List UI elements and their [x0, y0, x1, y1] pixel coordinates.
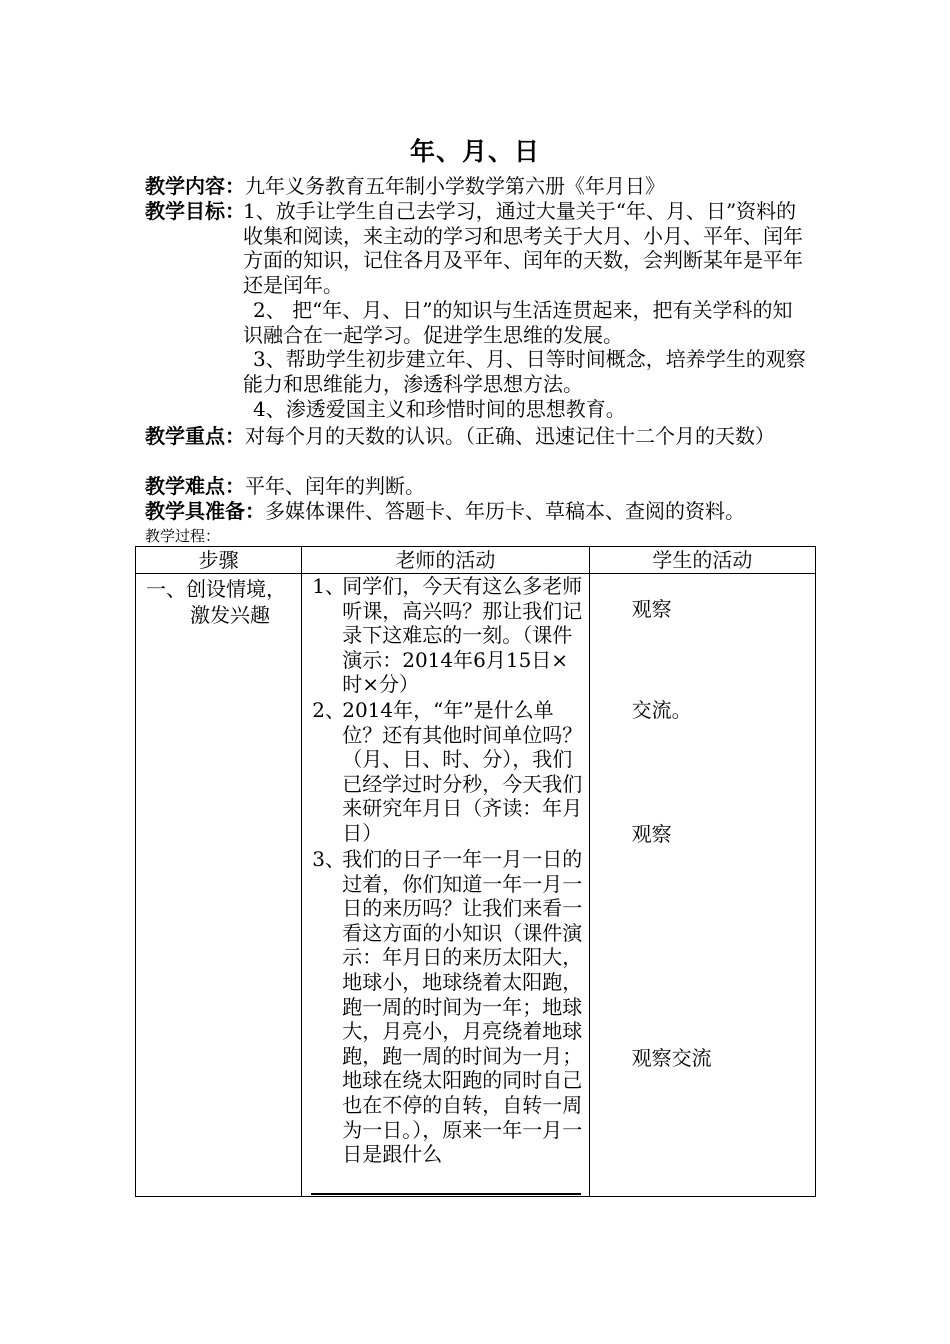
teacher-activity-number: 1、 [312, 574, 345, 598]
key-point-value: 对每个月的天数的认识。（正确、迅速记住十二个月的天数） [245, 424, 775, 448]
key-point [145, 424, 815, 449]
header-step: 步骤 [136, 547, 302, 574]
step-title [146, 576, 296, 628]
process-label: 教学过程： [145, 527, 221, 545]
goal-item-3: 3、帮助学生初步建立年、月、日等时间概念，培养学生的观察能力和思维能力，渗透科学思想方法。 [243, 347, 806, 396]
difficulty-value: 平年、闰年的判断。 [245, 474, 425, 498]
materials-label: 教学具准备： [145, 499, 265, 523]
teacher-cell [302, 574, 589, 1197]
table-row [136, 574, 816, 1197]
materials-value: 多媒体课件、答题卡、年历卡、草稿本、查阅的资料。 [265, 499, 745, 523]
teacher-activity-text: 2014年，“年”是什么单位？还有其他时间单位吗？（月、日、时、分），我们已经学过时分秒，今天我们来研究年月日（齐读：年月日） [342, 698, 583, 845]
student-cell [589, 574, 815, 1197]
teacher-activity-number: 3、 [312, 847, 345, 871]
goal-item-2: 2、 把“年、月、日”的知识与生活连贯起来，把有关学科的知识融合在一起学习。促进学生思维的发展。 [243, 298, 793, 347]
key-point-label: 教学重点： [145, 424, 245, 448]
step-cell [136, 574, 302, 1197]
page-break-rule [311, 1193, 581, 1195]
teaching-content-value: 九年义务教育五年制小学数学第六册《年月日》 [245, 174, 665, 198]
difficulty [145, 474, 815, 499]
goal-item-1: 1、放手让学生自己去学习，通过大量关于“年、月、日”资料的收集和阅读，来主动的学习和思考关于大月、小月、平年、闰年方面的知识，记住各月及平年、闰年的天数，会判断某年是平年还是闰年。 [243, 199, 803, 297]
header-student: 学生的活动 [589, 547, 815, 574]
teacher-activity-3 [312, 847, 582, 1167]
header-teacher: 老师的活动 [302, 547, 589, 574]
teacher-activity-text: 同学们，今天有这么多老师听课，高兴吗？那让我们记录下这难忘的一刻。（课件演示：2014年6月15日×时×分） [342, 574, 583, 697]
document-title: 年、月、日 [409, 137, 540, 166]
teacher-activity-text: 我们的日子一年一月一日的过着，你们知道一年一月一日的来历吗？让我们来看一看这方面的小知识（课件演示：年月日的来历太阳大，地球小，地球绕着太阳跑，跑一周的时间为一年；地球大，月亮小，月亮绕着地球跑，跑一周的时间为一月；地球在绕太阳跑的同时自己也在不停的自转，自转一周为一日。），原来一年一月一日是跟什么 [342, 847, 583, 1167]
process-table [135, 546, 816, 1197]
student-activity-1: 观察 [631, 597, 672, 621]
teacher-activity-2 [312, 698, 582, 846]
difficulty-label: 教学难点： [145, 474, 245, 498]
student-activity-2: 交流。 [631, 698, 692, 722]
teaching-goals-label: 教学目标： [145, 199, 245, 223]
teaching-content [145, 174, 815, 199]
teacher-activity-1 [312, 574, 582, 697]
student-activity-4: 观察交流 [631, 1046, 712, 1070]
student-activity-3: 观察 [631, 822, 672, 846]
materials [145, 499, 815, 524]
teaching-content-label: 教学内容： [145, 174, 245, 198]
step-line-1: 一、创设情境， [146, 577, 286, 601]
teacher-activity-number: 2、 [312, 698, 345, 722]
step-line-2: 激发兴趣 [190, 603, 270, 627]
goal-item-4: 4、渗透爱国主义和珍惜时间的思想教育。 [253, 397, 626, 421]
table-header-row [136, 547, 816, 574]
